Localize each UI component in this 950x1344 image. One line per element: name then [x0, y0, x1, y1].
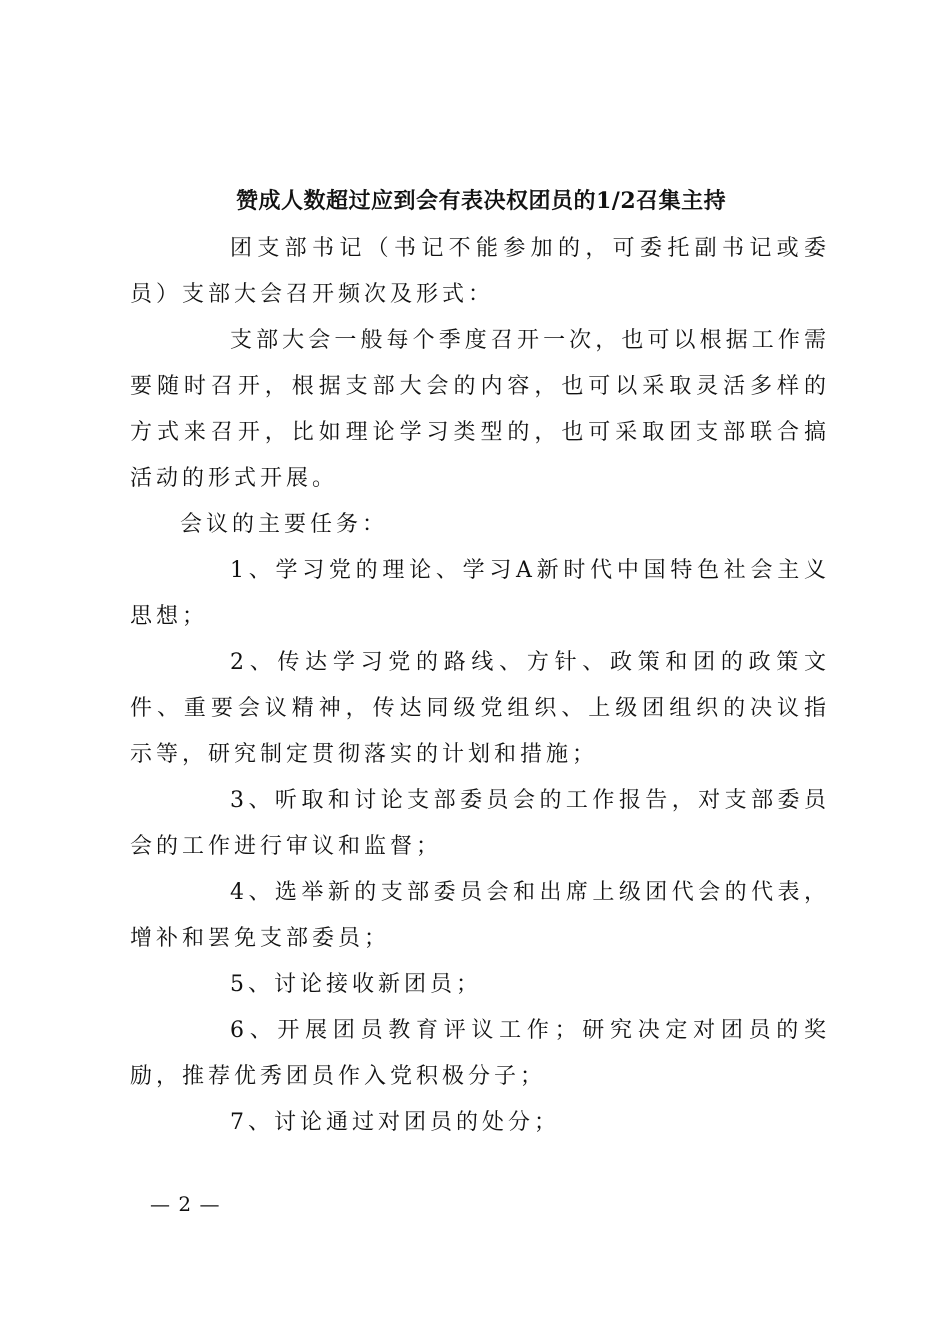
paragraph-frequency: 支部大会一般每个季度召开一次，也可以根据工作需要随时召开，根据支部大会的内容，也可以采取灵活多样的方式来召开，比如理论学习类型的，也可采取团支部联合搞活动的形式开展。: [130, 328, 830, 491]
section-heading: 赞成人数超过应到会有表决权团员的1/2召集主持: [236, 188, 727, 214]
paragraph-host: 团支部书记（书记不能参加的，可委托副书记或委员）支部大会召开频次及形式：: [130, 236, 830, 307]
page-number: — 2 —: [150, 1192, 221, 1216]
list-item-task-4: 4、选举新的支部委员会和出席上级团代会的代表，增补和罢免支部委员；: [130, 880, 830, 951]
list-item-task-6: 6、开展团员教育评议工作；研究决定对团员的奖励，推荐优秀团员作入党积极分子；: [130, 1018, 830, 1089]
list-item-task-5: 5、讨论接收新团员；: [230, 972, 482, 997]
list-item-task-2: 2、传达学习党的路线、方针、政策和团的政策文件、重要会议精神，传达同级党组织、上级团组织的决议指示等，研究制定贯彻落实的计划和措施；: [130, 650, 830, 767]
paragraph-tasks-title: 会议的主要任务：: [180, 512, 389, 537]
list-item-task-7: 7、讨论通过对团员的处分；: [230, 1110, 560, 1135]
list-item-task-3: 3、听取和讨论支部委员会的工作报告，对支部委员会的工作进行审议和监督；: [130, 788, 830, 859]
list-item-task-1: 1、学习党的理论、学习A新时代中国特色社会主义思想；: [130, 558, 830, 629]
